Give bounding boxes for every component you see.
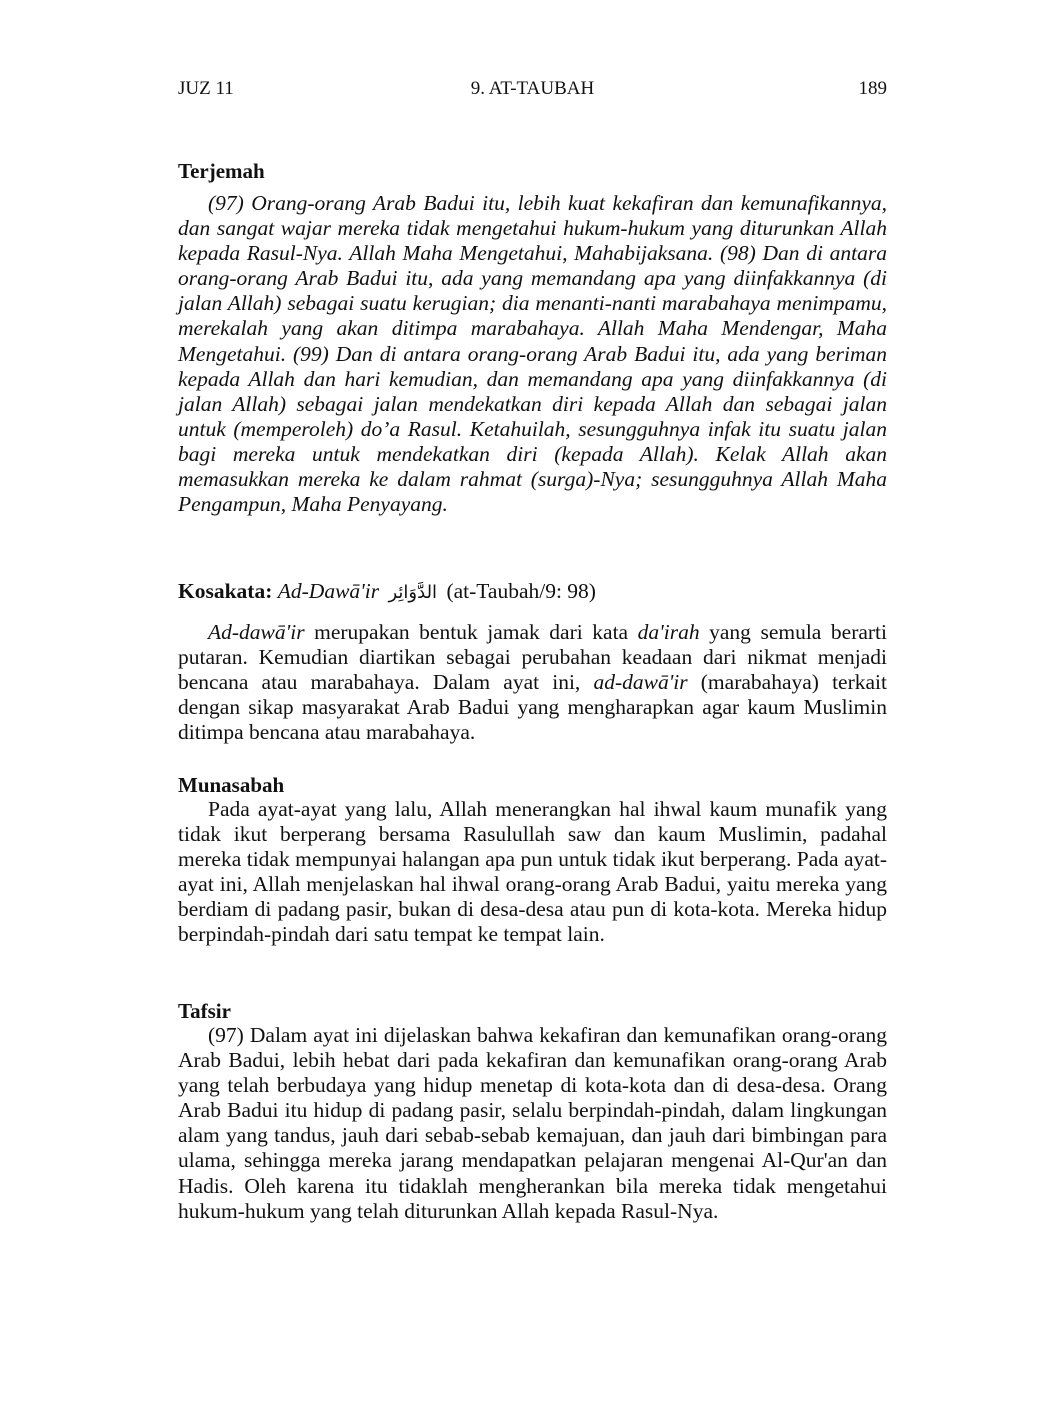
kosakata-label: Kosakata: <box>178 579 273 603</box>
tafsir-paragraph: (97) Dalam ayat ini dijelaskan bahwa kekafiran dan kemunafikan orang-orang Arab Badui, lebih hebat dari pada kekafiran dan kemunafikan orang-orang Arab yang telah berbudaya yang hidup menetap di kota-kota dan di desa-desa. Orang Arab Badui itu hidup di padang pasir, selalu berpindah-pindah, dalam lingkungan alam yang tandus, jauh dari sebab-sebab kemajuan, dan jauh dari bimbingan para ulama, sehingga mereka jarang mendapatkan pelajaran mengenai Al-Qur'an dan Hadis. Oleh karena itu tidaklah mengherankan bila mereka tidak mengetahui hukum-hukum yang telah diturunkan Allah kepada Rasul-Nya. <box>178 1023 887 1223</box>
kosakata-text-2: yang semula berarti putaran. Kemudian diartikan sebagai perubahan keadaan dari nikmat menjadi bencana atau marabahaya. Dalam ayat ini, <box>178 620 887 695</box>
header-juz: JUZ 11 <box>178 78 234 99</box>
kosakata-heading <box>178 577 596 607</box>
kosakata-term-inline: Ad-dawā'ir <box>208 620 305 644</box>
munasabah-paragraph: Pada ayat-ayat yang lalu, Allah menerangkan hal ihwal kaum munafik yang tidak ikut berperang bersama Rasulullah saw dan kaum Muslimin, padahal mereka tidak mempunyai halangan apa pun untuk tidak ikut berperang. Pada ayat-ayat ini, Allah menjelaskan hal ihwal orang-orang Arab Badui, yaitu mereka yang berdiam di padang pasir, bukan di desa-desa atau pun di kota-kota. Mereka hidup berpindah-pindah dari satu tempat ke tempat lain. <box>178 797 887 947</box>
kosakata-text-3: (marabahaya) terkait dengan sikap masyarakat Arab Badui yang mengharapkan agar kaum Muslimin ditimpa bencana atau marabahaya. <box>178 670 887 745</box>
munasabah-heading: Munasabah <box>178 773 285 797</box>
kosakata-arabic: الدَّوَائِر <box>388 582 438 603</box>
tafsir-heading: Tafsir <box>178 999 231 1023</box>
kosakata-daira: da'irah <box>637 620 700 644</box>
kosakata-paragraph <box>178 620 887 745</box>
kosakata-term: Ad-Dawā'ir <box>277 579 380 603</box>
header-page-number: 189 <box>858 78 887 99</box>
kosakata-term-inline-2: ad-dawā'ir <box>593 670 688 695</box>
running-header <box>178 76 887 102</box>
header-surah: 9. AT-TAUBAH <box>470 78 595 99</box>
kosakata-text-1: merupakan bentuk jamak dari kata <box>304 620 638 644</box>
terjemah-paragraph: (97) Orang-orang Arab Badui itu, lebih kuat kekafiran dan kemunafikannya, dan sangat wajar mereka tidak mengetahui hukum-hukum yang diturunkan Allah kepada Rasul-Nya. Allah Maha Mengetahui, Mahabijaksana. (98) Dan di antara orang-orang Arab Badui itu, ada yang memandang apa yang diinfakkannya (di jalan Allah) sebagai suatu kerugian; dia menanti-nanti marabahaya menimpamu, merekalah yang akan ditimpa marabahaya. Allah Maha Mendengar, Maha Mengetahui. (99) Dan di antara orang-orang Arab Badui itu, ada yang beriman kepada Allah dan hari kemudian, dan memandang apa yang diinfakkannya (di jalan Allah) sebagai jalan mendekatkan diri kepada Allah dan sebagai jalan untuk (memperoleh) do’a Rasul. Ketahuilah, sesungguhnya infak itu suatu jalan bagi mereka untuk mendekatkan diri (kepada Allah). Kelak Allah akan memasukkan mereka ke dalam rahmat (surga)-Nya; sesungguhnya Allah Maha Pengampun, Maha Penyayang. <box>178 191 887 517</box>
terjemah-heading: Terjemah <box>178 159 265 183</box>
kosakata-reference: (at-Taubah/9: 98) <box>446 579 596 603</box>
